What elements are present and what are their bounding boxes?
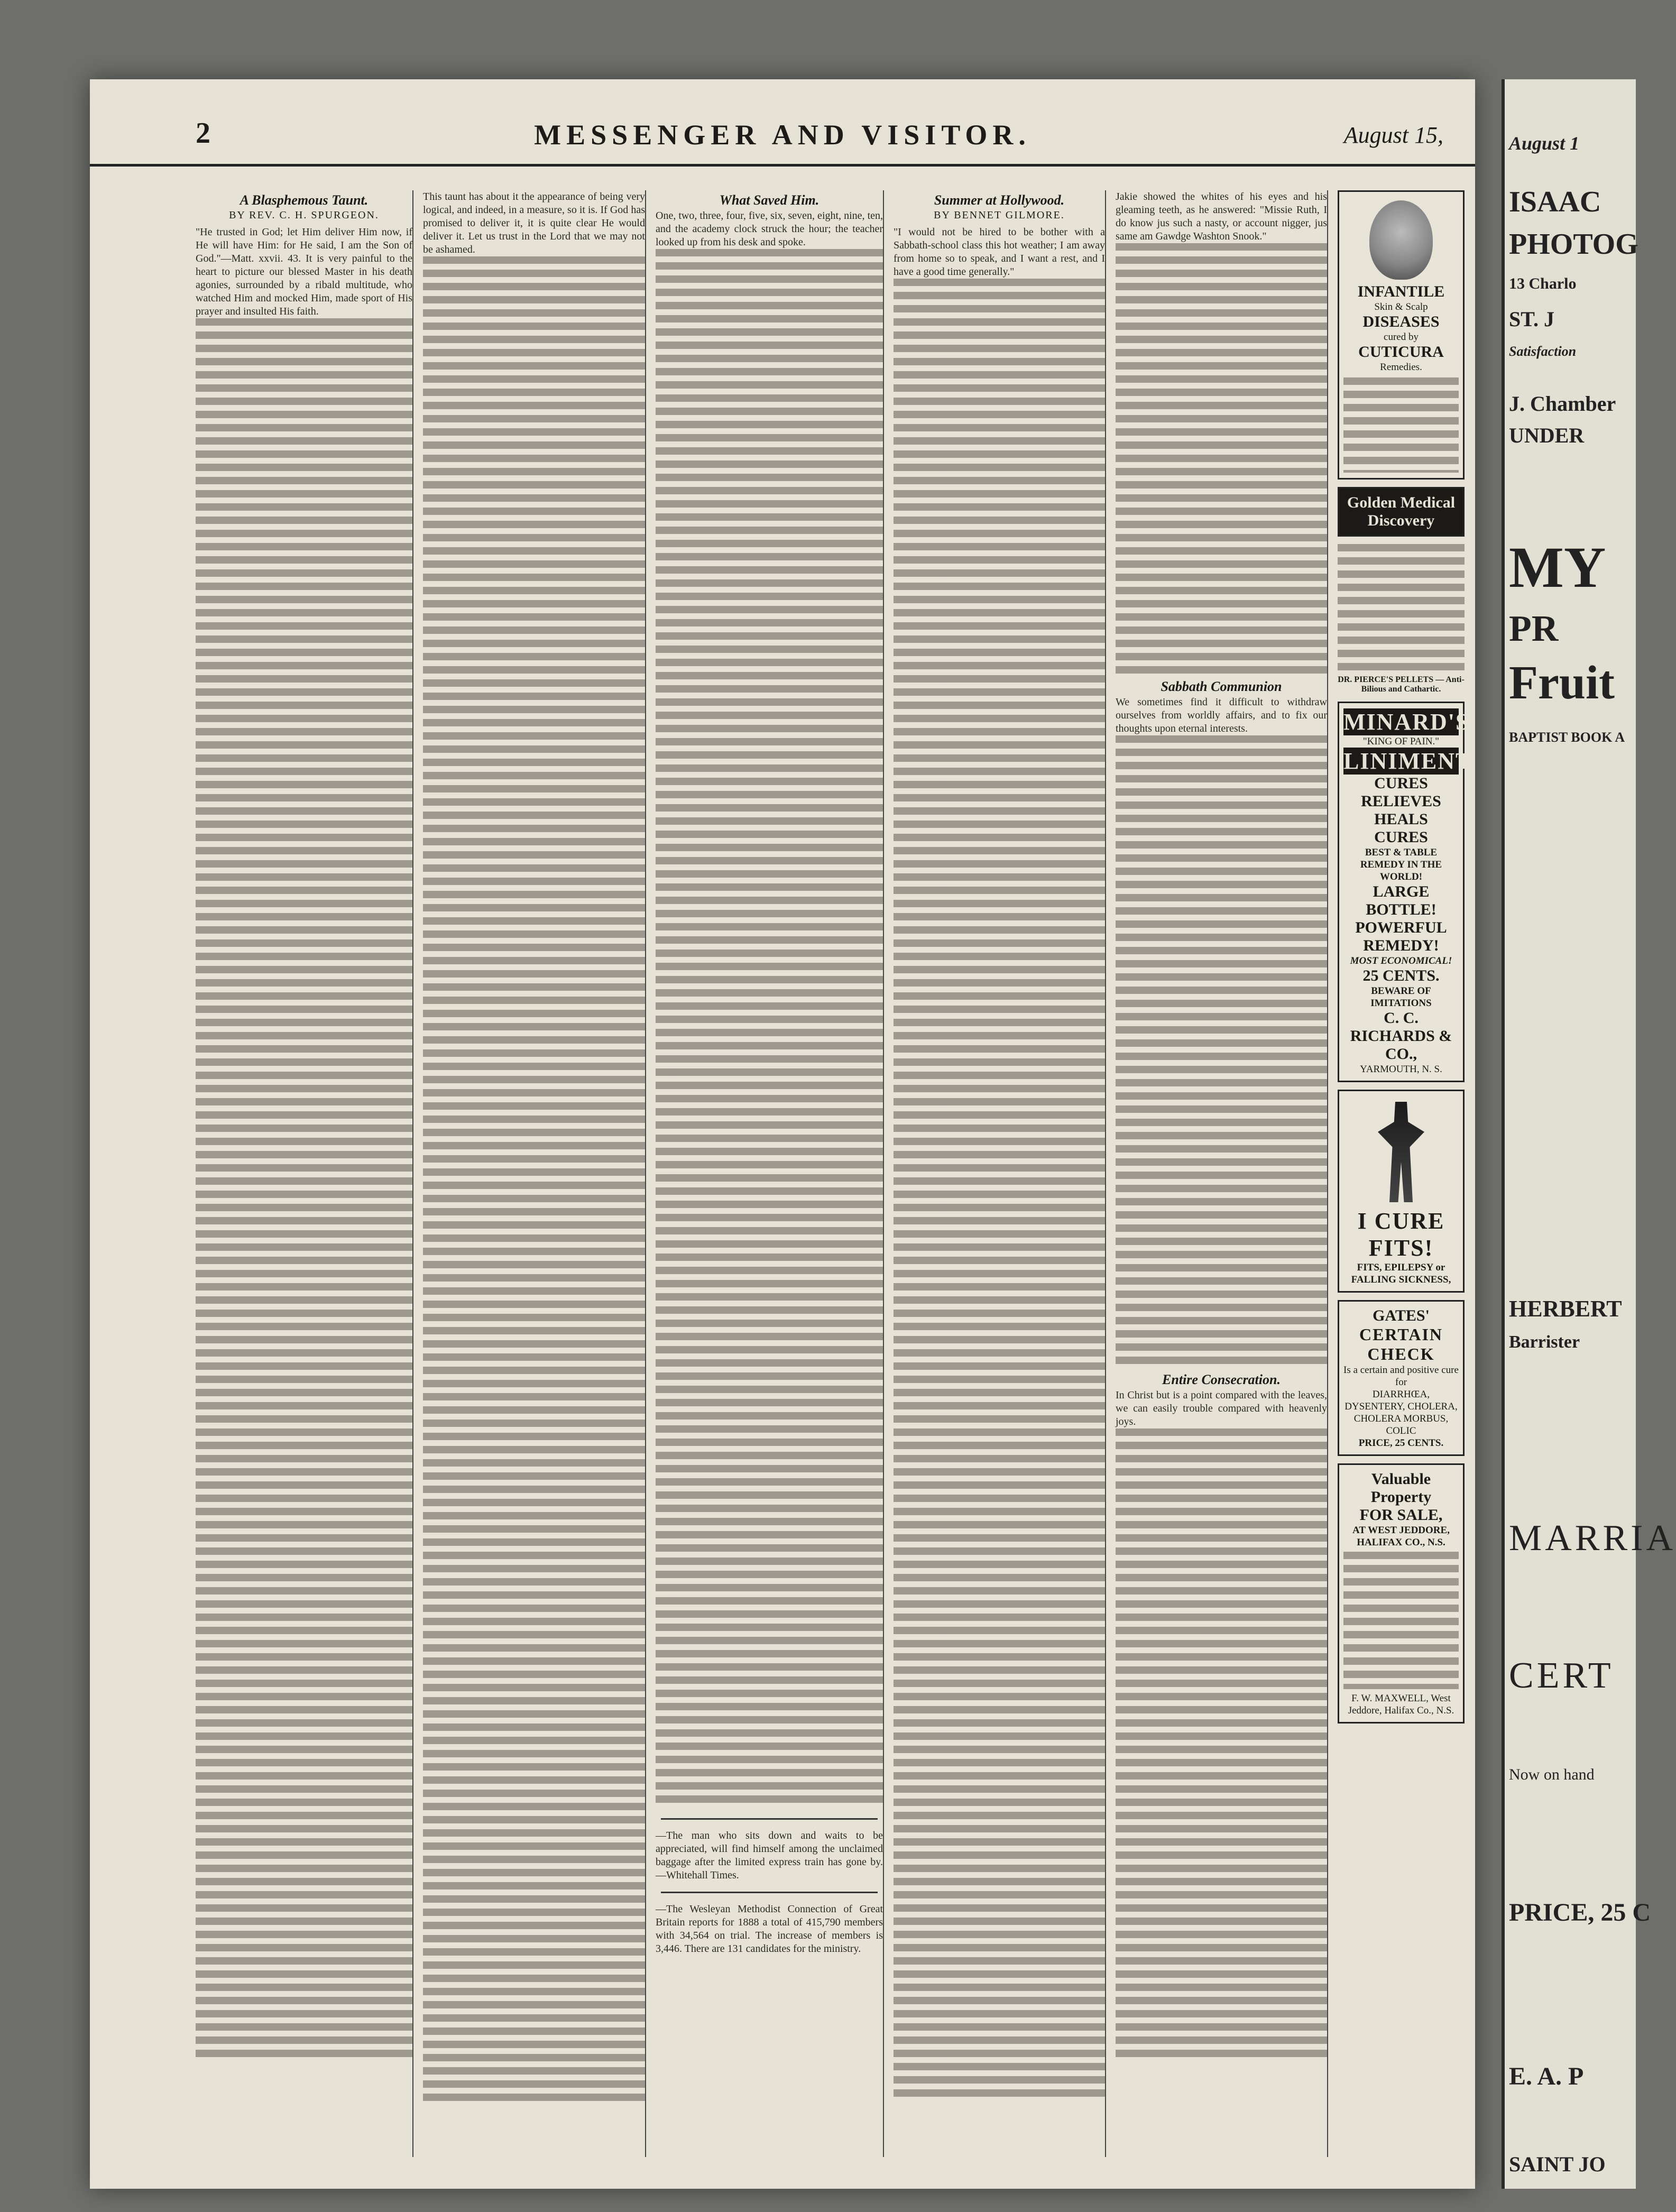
man-figure-icon — [1372, 1102, 1430, 1202]
ad-line: C. C. RICHARDS & CO., — [1350, 1009, 1452, 1063]
adjacent-text: ISAAC — [1509, 186, 1601, 218]
article-text: We sometimes find it difficult to withdraw ourselves from worldly affairs, and to fix our thoughts upon eternal interests. — [1116, 696, 1327, 734]
adjacent-text: ST. J — [1509, 307, 1554, 331]
article-text-continued — [423, 256, 645, 2107]
ad-line: HEALS — [1374, 810, 1428, 828]
article-text-continued — [1116, 243, 1327, 677]
ad-line: GATES' — [1373, 1307, 1430, 1324]
article-text: Jakie showed the whites of his eyes and his gleaming teeth, as he answered: "Missie Ruth, I do know jus such a nasty, or account nigger, jus same am Gawdge Washton Snook." — [1116, 191, 1327, 242]
column-1 — [196, 190, 413, 2157]
adjacent-text: Now on hand — [1509, 1766, 1595, 1783]
ad-line: MOST ECONOMICAL! — [1350, 955, 1452, 966]
column-4 — [894, 190, 1106, 2157]
adjacent-text: PRICE, 25 C — [1509, 1898, 1651, 1927]
adjacent-text: PHOTOG — [1509, 228, 1638, 261]
adjacent-text: MY — [1509, 535, 1606, 600]
article-text-continued — [196, 318, 412, 2063]
adjacent-text: August 1 — [1509, 133, 1580, 154]
column-3 — [656, 190, 884, 2157]
ad-line: RELIEVES — [1361, 792, 1441, 810]
article-text: One, two, three, four, five, six, seven, eight, nine, ten, and the academy clock struck the hour; the teacher looked up from his desk and spoke. — [656, 210, 883, 248]
ad-line: BEST & TABLE REMEDY IN THE WORLD! — [1360, 847, 1442, 882]
gates-certain-check-ad — [1338, 1300, 1465, 1456]
ad-line: CUTICURA — [1358, 343, 1444, 361]
ad-body — [1343, 1552, 1459, 1689]
ad-line: I CURE — [1357, 1208, 1445, 1234]
adjacent-text: 13 Charlo — [1509, 275, 1577, 292]
page-number: 2 — [196, 117, 210, 150]
ad-line: cured by — [1384, 331, 1419, 343]
adjacent-text: J. Chamber — [1509, 392, 1616, 416]
ad-line: Valuable Property — [1370, 1470, 1432, 1506]
ad-line: F. W. MAXWELL, West Jeddore, Halifax Co., N.S. — [1348, 1693, 1454, 1716]
adjacent-page-fragment — [1502, 79, 1676, 2189]
article-text-continued — [1116, 735, 1327, 1370]
ad-line: LINIMENT — [1343, 748, 1472, 774]
adjacent-text: Satisfaction — [1509, 344, 1577, 359]
issue-date: August 15, — [1343, 122, 1443, 148]
ad-line: LARGE BOTTLE! — [1366, 883, 1436, 918]
ad-body — [1338, 544, 1465, 671]
column-5 — [1116, 190, 1328, 2157]
news-item: —The man who sits down and waits to be appreciated, will find himself among the unclaimed baggage after the limited express train has gone by.—Whitehall Times. — [656, 1830, 883, 1881]
ad-line: PRICE, 25 CENTS. — [1358, 1437, 1444, 1449]
article-heading: A Blasphemous Taunt. — [240, 192, 369, 208]
ad-line: Is a certain and positive cure for — [1343, 1365, 1459, 1388]
article-byline: BY BENNET GILMORE. — [934, 209, 1065, 221]
adjacent-text: SAINT JO — [1509, 2152, 1606, 2176]
article-heading: Entire Consecration. — [1162, 1372, 1281, 1387]
adjacent-text: PR — [1509, 609, 1559, 649]
adjacent-text: UNDER — [1509, 423, 1585, 447]
adjacent-text: Barrister — [1509, 1332, 1580, 1352]
ad-line: INFANTILE — [1357, 283, 1445, 300]
article-text-continued — [656, 249, 883, 1809]
fits-cure-ad — [1338, 1090, 1465, 1293]
adjacent-text: BAPTIST BOOK A — [1509, 730, 1625, 745]
ad-line: FITS, EPILEPSY or FALLING SICKNESS, — [1351, 1262, 1451, 1285]
adjacent-text: HERBERT — [1509, 1296, 1622, 1322]
adjacent-text: MARRIA — [1509, 1518, 1676, 1559]
article-text-continued — [1116, 1428, 1327, 2063]
adjacent-text: CERT — [1509, 1655, 1614, 1696]
adjacent-text: E. A. P — [1509, 2062, 1584, 2090]
masthead — [90, 116, 1475, 167]
adjacent-text: Fruit — [1509, 657, 1615, 709]
article-text-continued — [894, 279, 1105, 2103]
ad-line: YARMOUTH, N. S. — [1360, 1064, 1442, 1075]
news-item: —The Wesleyan Methodist Connection of Great Britain reports for 1888 a total of 415,790 members with 34,564 on trial. The increase of members is 3,446. There are 131 candidates for the ministry. — [656, 1903, 883, 1955]
ad-line: CURES — [1374, 828, 1428, 846]
minards-liniment-ad — [1338, 702, 1472, 1082]
cuticura-ad — [1338, 190, 1465, 480]
ad-line: Skin & Scalp — [1374, 301, 1428, 312]
ad-line: "KING OF PAIN." — [1362, 736, 1440, 747]
divider — [661, 1892, 878, 1893]
ad-line: AT WEST JEDDORE, HALIFAX CO., N.S. — [1352, 1525, 1450, 1548]
article-heading: Sabbath Communion — [1161, 679, 1282, 694]
ad-line: DR. PIERCE'S PELLETS — Anti-Bilious and Cathartic. — [1338, 675, 1465, 694]
ad-line: POWERFUL REMEDY! — [1355, 919, 1447, 954]
ad-line: Golden Medical Discovery — [1347, 494, 1456, 529]
ad-line: Remedies. — [1380, 362, 1422, 373]
ad-line: CERTAIN CHECK — [1359, 1325, 1443, 1363]
article-heading: What Saved Him. — [719, 192, 819, 208]
golden-medical-ad — [1338, 487, 1465, 537]
divider — [661, 1818, 878, 1820]
child-portrait-icon — [1369, 200, 1433, 280]
ad-line: BEWARE OF IMITATIONS — [1370, 985, 1432, 1009]
article-text: This taunt has about it the appearance of being very logical, and indeed, in a measure, so it is. If God has promised to deliver it, it is quite clear He would deliver it. Let us trust in the Lord that we may not be ashamed. — [423, 191, 645, 255]
column-2 — [423, 190, 646, 2157]
ad-body — [1343, 377, 1459, 473]
ad-line: CURES — [1374, 775, 1428, 792]
ad-line: FITS! — [1368, 1235, 1434, 1261]
article-byline: BY REV. C. H. SPURGEON. — [229, 209, 379, 221]
property-for-sale-ad — [1338, 1463, 1465, 1723]
newspaper-title: MESSENGER AND VISITOR. — [534, 119, 1031, 151]
ad-line: 25 CENTS. — [1362, 967, 1440, 984]
ad-line: DIARRHŒA, DYSENTERY, CHOLERA, CHOLERA MORBUS, COLIC — [1345, 1389, 1458, 1436]
ad-line: DISEASES — [1362, 313, 1440, 330]
newspaper-page — [90, 79, 1475, 2189]
article-text: "I would not be hired to be bother with a Sabbath-school class this hot weather; I am away from home so to speak, and I want a rest, and I have a good time generally." — [894, 226, 1105, 278]
advertisement-column — [1338, 190, 1472, 2157]
article-text: In Christ but is a point compared with the leaves, we can easily trouble compared with heavenly joys. — [1116, 1389, 1327, 1427]
article-text: "He trusted in God; let Him deliver Him now, if He will have Him: for He said, I am the Son of God."—Matt. xxvii. 43. It is very painful to the heart to picture our blessed Master in his death agonies, surrounded by a ribald multitude, who watched Him and mocked Him, made sport of His prayer and insulted His faith. — [196, 226, 412, 317]
ad-line: MINARD'S — [1343, 709, 1470, 735]
ad-line: FOR SALE, — [1359, 1506, 1443, 1524]
article-heading: Summer at Hollywood. — [934, 192, 1065, 208]
